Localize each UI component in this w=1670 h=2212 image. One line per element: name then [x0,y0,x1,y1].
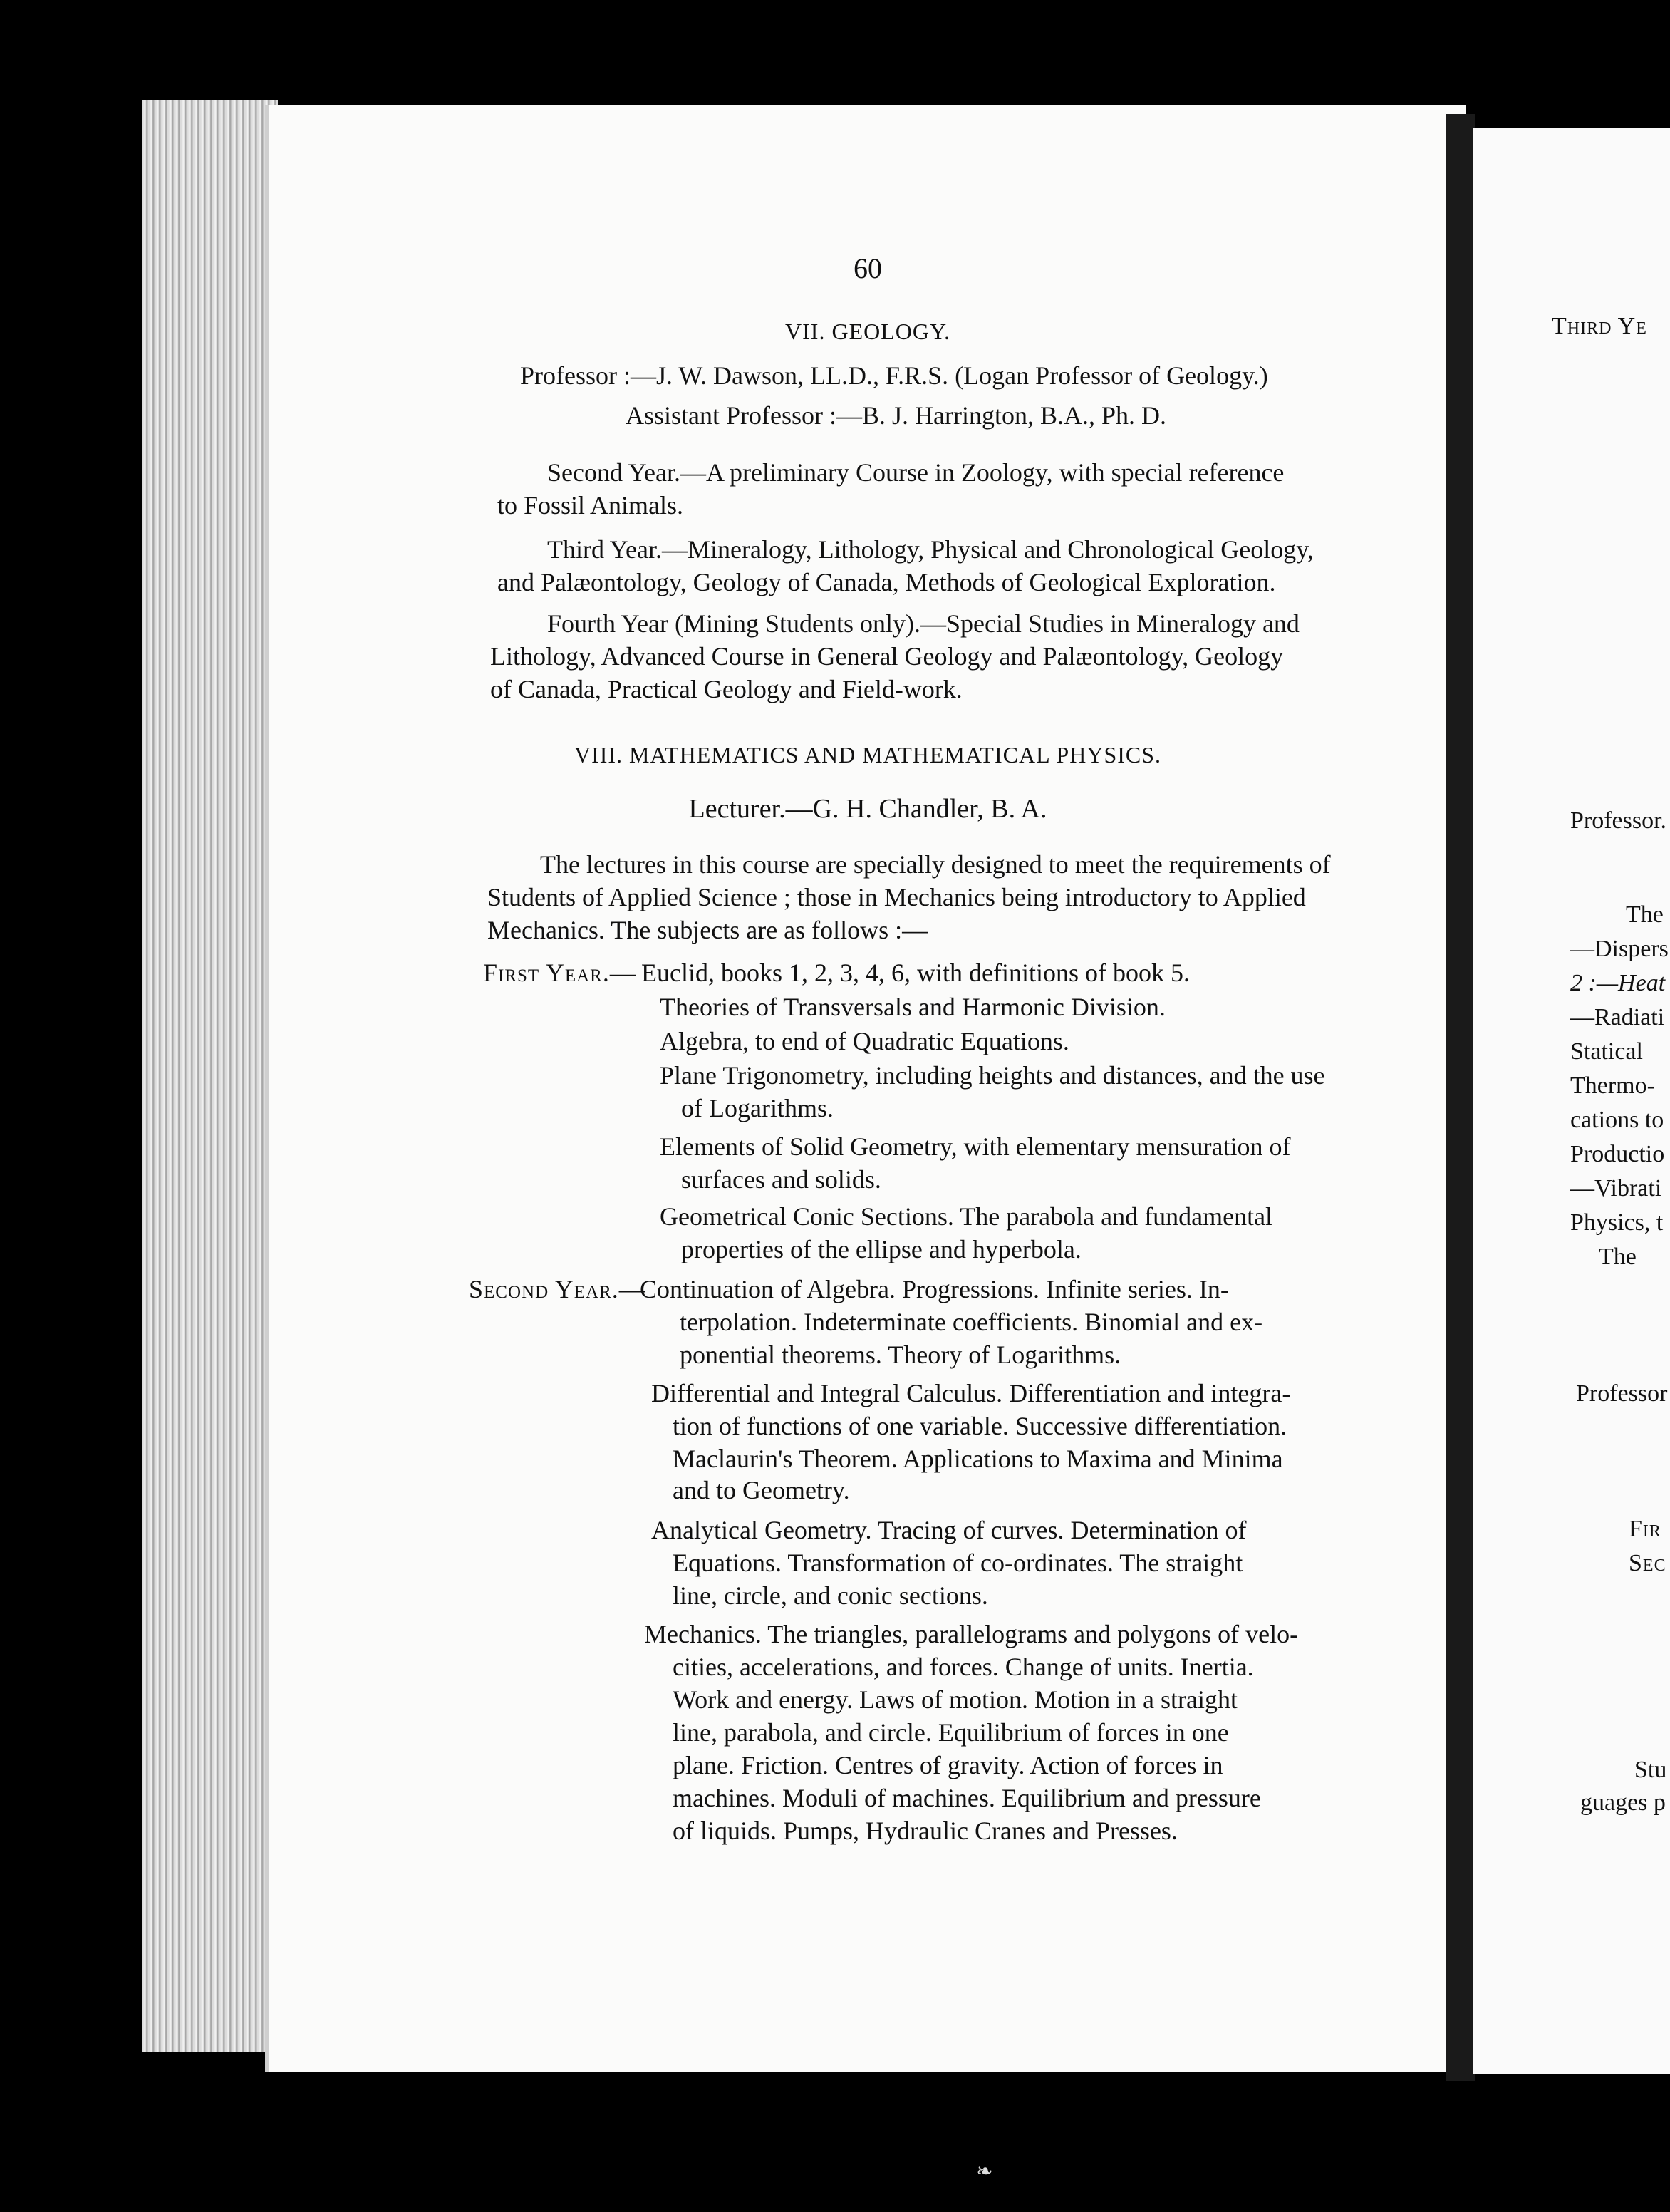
second-year-line: Work and energy. Laws of motion. Motion in a straight [673,1685,1238,1714]
right-fragment: Productio [1570,1141,1665,1167]
right-fragment: —Radiati [1570,1004,1665,1030]
first-year-line: properties of the ellipse and hyperbola. [681,1235,1082,1263]
first-year-line: Theories of Transversals and Harmonic Division. [660,993,1166,1021]
second-year-line: Equations. Transformation of co-ordinates. The straight [673,1549,1243,1577]
geology-second-year-line1: Second Year.—A preliminary Course in Zoology, with special reference [547,458,1285,487]
right-fragment: Sec [1629,1550,1666,1576]
first-year-line: Algebra, to end of Quadratic Equations. [660,1027,1069,1055]
right-fragment: Physics, t [1570,1209,1664,1236]
right-fragment: The [1626,901,1664,928]
first-year-line: Elements of Solid Geometry, with elementary mensuration of [660,1132,1291,1161]
second-year-line: Maclaurin's Theorem. Applications to Maxima and Minima [673,1444,1283,1473]
second-year-line: machines. Moduli of machines. Equilibrium and pressure [673,1784,1261,1812]
first-year-label: First Year.— [483,958,636,987]
geology-third-year-line2: and Palæontology, Geology of Canada, Methods of Geological Exploration. [497,568,1276,596]
right-fragment: —Vibrati [1570,1175,1662,1201]
first-year-line: Euclid, books 1, 2, 3, 4, 6, with definitions of book 5. [641,958,1190,987]
second-year-line: Analytical Geometry. Tracing of curves. Determination of [651,1516,1247,1544]
second-year-line: cities, accelerations, and forces. Change of units. Inertia. [673,1653,1254,1681]
geology-professor: Professor :—J. W. Dawson, LL.D., F.R.S. (Logan Professor of Geology.) [520,361,1268,390]
second-year-line: of liquids. Pumps, Hydraulic Cranes and Presses. [673,1816,1178,1845]
first-year-line: Plane Trigonometry, including heights and distances, and the use [660,1061,1325,1090]
right-fragment: cations to [1570,1107,1664,1133]
right-fragment: Professor [1576,1380,1668,1407]
second-year-line: Differential and Integral Calculus. Differentiation and integra- [651,1379,1291,1407]
math-intro-line2: Students of Applied Science ; those in Mechanics being introductory to Applied [487,883,1306,911]
right-fragment: 2 :—Heat [1570,970,1666,996]
book-page-edges [142,100,278,2052]
right-fragment: Third Ye [1552,313,1647,339]
geology-second-year-line2: to Fossil Animals. [497,491,684,520]
geology-fourth-year-line1: Fourth Year (Mining Students only).—Special Studies in Mineralogy and [547,609,1300,638]
second-year-line: ponential theorems. Theory of Logarithms. [680,1340,1121,1369]
first-year-line: Geometrical Conic Sections. The parabola and fundamental [660,1202,1273,1231]
second-year-line: and to Geometry. [673,1476,850,1504]
second-year-line: Continuation of Algebra. Progressions. Infinite series. In- [640,1275,1229,1303]
right-fragment: Thermo- [1570,1073,1655,1099]
second-year-line: tion of functions of one variable. Successive differentiation. [673,1412,1287,1440]
first-year-line: surfaces and solids. [681,1165,881,1194]
second-year-line: terpolation. Indeterminate coefficients. Binomial and ex- [680,1308,1263,1336]
mathematics-heading: VIII. MATHEMATICS AND MATHEMATICAL PHYSICS. [574,742,1162,768]
right-fragment: Statical [1570,1038,1643,1065]
second-year-line: plane. Friction. Centres of gravity. Action of forces in [673,1751,1223,1779]
second-year-line: line, circle, and conic sections. [673,1581,988,1610]
geology-assistant: Assistant Professor :—B. J. Harrington, B.A., Ph. D. [626,401,1167,430]
mathematics-lecturer: Lecturer.—G. H. Chandler, B. A. [688,794,1047,824]
geology-heading: VII. GEOLOGY. [785,319,950,344]
second-year-label: Second Year.— [469,1275,645,1303]
right-fragment: Professor. [1570,807,1667,834]
second-year-line: line, parabola, and circle. Equilibrium of forces in one [673,1718,1229,1747]
page-number: 60 [854,252,882,284]
first-year-line: of Logarithms. [681,1094,834,1122]
second-year-line: Mechanics. The triangles, parallelograms and polygons of velo- [644,1620,1299,1648]
geology-fourth-year-line3: of Canada, Practical Geology and Field-work. [490,675,963,703]
right-fragment: —Dispers [1570,936,1669,962]
book-gutter [1446,114,1475,2081]
geology-fourth-year-line2: Lithology, Advanced Course in General Geology and Palæontology, Geology [490,642,1284,671]
left-page [265,105,1466,2072]
right-page-fragment [1473,128,1670,2074]
math-intro-line1: The lectures in this course are specially designed to meet the requirements of [540,850,1331,879]
geology-third-year-line1: Third Year.—Mineralogy, Lithology, Physical and Chronological Geology, [547,535,1314,564]
right-fragment: guages p [1580,1789,1666,1816]
right-fragment: Stu [1634,1757,1667,1783]
ornament-icon: ❧ [976,2161,993,2183]
right-fragment: The [1599,1244,1637,1270]
math-intro-line3: Mechanics. The subjects are as follows :— [487,916,928,944]
right-fragment: Fir [1629,1516,1661,1542]
